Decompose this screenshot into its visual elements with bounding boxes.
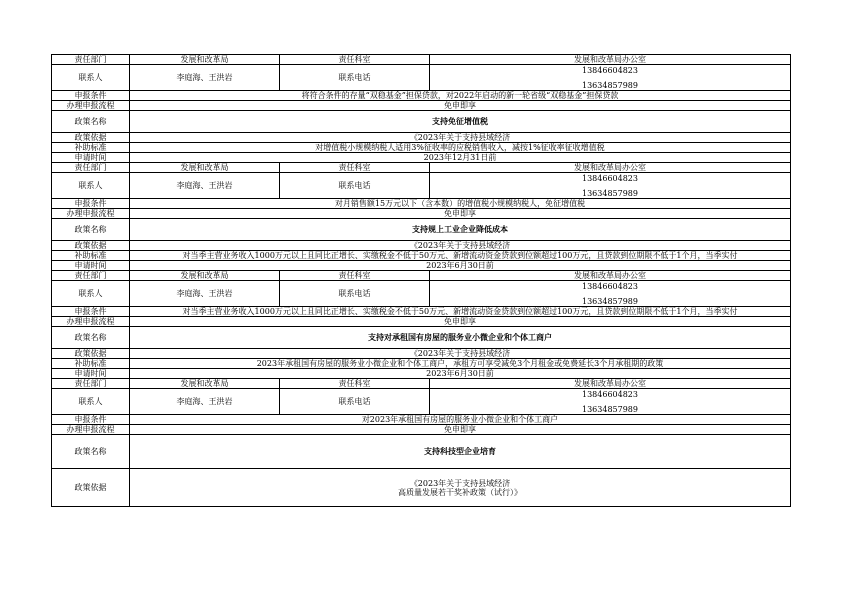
phone-1: 13846604823 bbox=[582, 281, 638, 291]
table-row bbox=[52, 469, 791, 507]
table-row bbox=[52, 389, 791, 415]
process-label: 办理申报流程 bbox=[52, 317, 130, 327]
conditions-value: 对2023年承租国有房屋的服务业小微企业和个体工商户 bbox=[130, 415, 791, 425]
table-row bbox=[52, 307, 791, 317]
policy-title: 支持规上工业企业降低成本 bbox=[130, 219, 791, 241]
policy-title: 支持对承租国有房屋的服务业小微企业和个体工商户 bbox=[130, 327, 791, 349]
standard-label: 补助标准 bbox=[52, 143, 130, 153]
table-row bbox=[52, 369, 791, 379]
phone-value bbox=[430, 389, 791, 415]
phone-label: 联系电话 bbox=[280, 389, 430, 415]
conditions-label: 申报条件 bbox=[52, 199, 130, 209]
phone-label: 联系电话 bbox=[280, 65, 430, 91]
section-value: 发展和改革局办公室 bbox=[430, 271, 791, 281]
table-row bbox=[52, 271, 791, 281]
phone-2: 13634857989 bbox=[582, 188, 638, 198]
basis-value: 《2023年关于支持县域经济 bbox=[130, 133, 791, 143]
contact-value: 李庭海、王洪岩 bbox=[130, 389, 280, 415]
phone-2: 13634857989 bbox=[582, 80, 638, 90]
process-value: 免申即享 bbox=[130, 101, 791, 111]
table-row bbox=[52, 327, 791, 349]
section-label: 责任科室 bbox=[280, 271, 430, 281]
phone-2: 13634857989 bbox=[582, 404, 638, 414]
policy-name-label: 政策名称 bbox=[52, 111, 130, 133]
table-row bbox=[52, 425, 791, 435]
dept-value: 发展和改革局 bbox=[130, 163, 280, 173]
contact-value: 李庭海、王洪岩 bbox=[130, 281, 280, 307]
policy-title: 支持科技型企业培育 bbox=[130, 435, 791, 469]
conditions-value: 对当季主营业务收入1000万元以上且同比正增长、实缴税金不低于50万元、新增流动资金贷款到位额超过100万元，且贷款到位期限不低于1个月，当季实付 bbox=[130, 307, 791, 317]
section-value: 发展和改革局办公室 bbox=[430, 163, 791, 173]
basis-label: 政策依据 bbox=[52, 133, 130, 143]
apply-time-value: 2023年12月31日前 bbox=[130, 153, 791, 163]
dept-label: 责任部门 bbox=[52, 271, 130, 281]
basis-line-1: 《2023年关于支持县域经济 bbox=[409, 478, 511, 488]
phone-label: 联系电话 bbox=[280, 281, 430, 307]
table-row bbox=[52, 261, 791, 271]
section-label: 责任科室 bbox=[280, 163, 430, 173]
table-row bbox=[52, 435, 791, 469]
phone-1: 13846604823 bbox=[582, 389, 638, 399]
table-row bbox=[52, 241, 791, 251]
policy-name-label: 政策名称 bbox=[52, 219, 130, 241]
table-row bbox=[52, 133, 791, 143]
table-row bbox=[52, 349, 791, 359]
basis-label: 政策依据 bbox=[52, 469, 130, 507]
conditions-label: 申报条件 bbox=[52, 91, 130, 101]
table-row bbox=[52, 173, 791, 199]
basis-value bbox=[130, 469, 791, 507]
process-value: 免申即享 bbox=[130, 317, 791, 327]
dept-value: 发展和改革局 bbox=[130, 271, 280, 281]
process-label: 办理申报流程 bbox=[52, 209, 130, 219]
table-row bbox=[52, 199, 791, 209]
phone-2: 13634857989 bbox=[582, 296, 638, 306]
table-row bbox=[52, 209, 791, 219]
basis-label: 政策依据 bbox=[52, 241, 130, 251]
contact-label: 联系人 bbox=[52, 65, 130, 91]
standard-value: 2023年承租国有房屋的服务业小微企业和个体工商户，承租方可享受减免3个月租金或免费延长3个月承租期的政策 bbox=[130, 359, 791, 369]
conditions-label: 申报条件 bbox=[52, 307, 130, 317]
dept-label: 责任部门 bbox=[52, 55, 130, 65]
table-row bbox=[52, 91, 791, 101]
standard-value: 对增值税小规模纳税人适用3%征收率的应税销售收入，减按1%征收率征收增值税 bbox=[130, 143, 791, 153]
basis-label: 政策依据 bbox=[52, 349, 130, 359]
dept-value: 发展和改革局 bbox=[130, 379, 280, 389]
table-row bbox=[52, 317, 791, 327]
table-row bbox=[52, 281, 791, 307]
contact-value: 李庭海、王洪岩 bbox=[130, 173, 280, 199]
standard-label: 补助标准 bbox=[52, 251, 130, 261]
apply-time-label: 申请时间 bbox=[52, 153, 130, 163]
conditions-value: 将符合条件的存量“双稳基金”担保贷款，对2022年启动的新一轮省级“双稳基金”担保贷款 bbox=[130, 91, 791, 101]
apply-time-label: 申请时间 bbox=[52, 261, 130, 271]
table-row bbox=[52, 153, 791, 163]
process-label: 办理申报流程 bbox=[52, 101, 130, 111]
section-value: 发展和改革局办公室 bbox=[430, 55, 791, 65]
apply-time-value: 2023年6月30日前 bbox=[130, 369, 791, 379]
section-label: 责任科室 bbox=[280, 55, 430, 65]
section-value: 发展和改革局办公室 bbox=[430, 379, 791, 389]
conditions-label: 申报条件 bbox=[52, 415, 130, 425]
table-row bbox=[52, 111, 791, 133]
table-row bbox=[52, 65, 791, 91]
table-row bbox=[52, 163, 791, 173]
dept-label: 责任部门 bbox=[52, 379, 130, 389]
basis-value: 《2023年关于支持县域经济 bbox=[130, 349, 791, 359]
policy-name-label: 政策名称 bbox=[52, 327, 130, 349]
table-row bbox=[52, 101, 791, 111]
phone-value bbox=[430, 281, 791, 307]
apply-time-value: 2023年6月30日前 bbox=[130, 261, 791, 271]
table-row bbox=[52, 359, 791, 369]
standard-label: 补助标准 bbox=[52, 359, 130, 369]
policy-name-label: 政策名称 bbox=[52, 435, 130, 469]
policy-title: 支持免征增值税 bbox=[130, 111, 791, 133]
dept-value: 发展和改革局 bbox=[130, 55, 280, 65]
process-label: 办理申报流程 bbox=[52, 425, 130, 435]
section-label: 责任科室 bbox=[280, 379, 430, 389]
contact-label: 联系人 bbox=[52, 281, 130, 307]
phone-label: 联系电话 bbox=[280, 173, 430, 199]
table-row bbox=[52, 251, 791, 261]
phone-1: 13846604823 bbox=[582, 65, 638, 75]
table-row bbox=[52, 415, 791, 425]
process-value: 免申即享 bbox=[130, 209, 791, 219]
table-row bbox=[52, 219, 791, 241]
phone-value bbox=[430, 65, 791, 91]
phone-value bbox=[430, 173, 791, 199]
process-value: 免申即享 bbox=[130, 425, 791, 435]
table-row bbox=[52, 379, 791, 389]
contact-label: 联系人 bbox=[52, 173, 130, 199]
phone-1: 13846604823 bbox=[582, 173, 638, 183]
basis-line-2: 高质量发展若干奖补政策（试行）》 bbox=[398, 487, 522, 497]
conditions-value: 对月销售额15万元以下（含本数）的增值税小规模纳税人，免征增值税 bbox=[130, 199, 791, 209]
basis-value: 《2023年关于支持县域经济 bbox=[130, 241, 791, 251]
policy-table bbox=[51, 54, 791, 507]
dept-label: 责任部门 bbox=[52, 163, 130, 173]
standard-value: 对当季主营业务收入1000万元以上且同比正增长、实缴税金不低于50万元、新增流动资金贷款到位额超过100万元，且贷款到位期限不低于1个月，当季实付 bbox=[130, 251, 791, 261]
contact-label: 联系人 bbox=[52, 389, 130, 415]
apply-time-label: 申请时间 bbox=[52, 369, 130, 379]
contact-value: 李庭海、王洪岩 bbox=[130, 65, 280, 91]
table-row bbox=[52, 143, 791, 153]
table-row bbox=[52, 55, 791, 65]
